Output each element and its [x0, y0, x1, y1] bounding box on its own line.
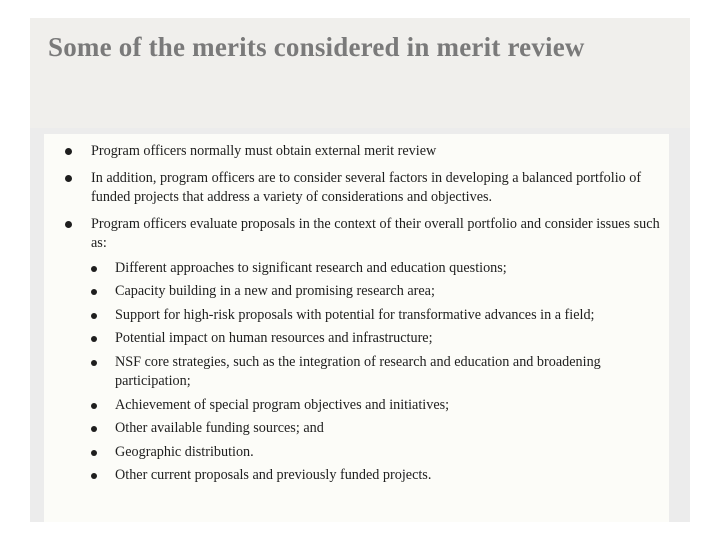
sub-bullet-item [60, 282, 660, 302]
bullet-text: Program officers evaluate proposals in the context of their overall portfolio and consider issues such as: [91, 215, 660, 251]
sub-bullet-dot-icon [91, 473, 97, 479]
sub-bullet-text: Different approaches to significant research and education questions; [115, 259, 507, 276]
sub-bullet-text: NSF core strategies, such as the integration of research and education and broadening participation; [115, 353, 601, 389]
bullet-item [60, 215, 660, 486]
bullet-list [60, 142, 660, 493]
sub-bullet-item [60, 306, 660, 326]
sub-bullet-dot-icon [91, 336, 97, 342]
sub-bullet-text: Other current proposals and previously funded projects. [115, 467, 432, 483]
bullet-item [60, 142, 660, 162]
sub-bullet-dot-icon [91, 360, 97, 366]
sub-bullet-item [60, 466, 660, 486]
sub-bullet-dot-icon [91, 450, 97, 456]
slide-title: Some of the merits considered in merit review [48, 32, 585, 62]
sub-bullet-text: Potential impact on human resources and infrastructure; [115, 330, 433, 346]
sub-bullet-text: Capacity building in a new and promising research area; [115, 283, 435, 299]
bullet-text: Program officers normally must obtain external merit review [91, 143, 437, 159]
sub-bullet-dot-icon [91, 266, 97, 272]
bullet-text: In addition, program officers are to consider several factors in developing a balanced portfolio of funded projects that address a variety of considerations and objectives. [91, 169, 642, 205]
bullet-item [60, 169, 660, 208]
bullet-dot-icon [65, 221, 72, 228]
sub-bullet-text: Achievement of special program objectives and initiatives; [115, 396, 450, 413]
sub-bullet-dot-icon [91, 313, 97, 319]
sub-bullet-item [60, 353, 660, 392]
sub-bullet-item [60, 443, 660, 463]
sub-bullet-item [60, 396, 660, 416]
sub-bullet-item [60, 329, 660, 349]
sub-bullet-dot-icon [91, 426, 97, 432]
sub-bullet-item [60, 259, 660, 279]
sub-bullet-list [60, 259, 660, 486]
bullet-dot-icon [65, 148, 72, 155]
bullet-dot-icon [65, 175, 72, 182]
sub-bullet-dot-icon [91, 289, 97, 295]
sub-bullet-item [60, 419, 660, 439]
sub-bullet-text: Geographic distribution. [115, 443, 254, 460]
sub-bullet-text: Other available funding sources; and [115, 420, 324, 436]
sub-bullet-text: Support for high-risk proposals with potential for transformative advances in a field; [115, 306, 595, 323]
sub-bullet-dot-icon [91, 403, 97, 409]
